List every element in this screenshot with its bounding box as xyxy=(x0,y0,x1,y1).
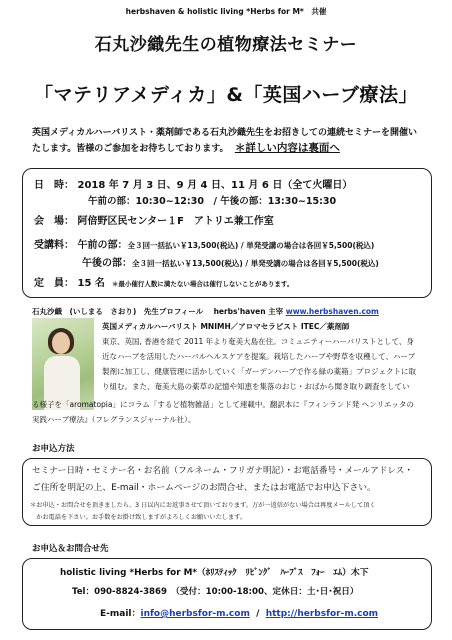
fee-am-row xyxy=(34,236,374,251)
bio-line-1: 英国メディカルハーバリスト MNIMH／アロマセラピスト ITEC／薬剤師 xyxy=(102,322,350,331)
fee-pm-value: 全３回一括払い￥13,500(税込) / 単発受講の場合は各回￥5,500(税込) xyxy=(132,259,379,268)
intro-line-2 xyxy=(32,141,430,157)
venue-label: 会 場： xyxy=(34,216,74,227)
capacity-row xyxy=(34,274,293,289)
times-row: 午前の部：10:30~12:30 / 午後の部：13:30~15:30 xyxy=(88,196,337,207)
profile-name: 石丸沙織 (いしまる さおり) 先生プロフィール xyxy=(32,307,204,316)
apply-note-1: ＊お申込・お問合せを頂きましたら、3 日以内にお返事させて頂いております。万が一返信がない場合は再度メールして頂く xyxy=(30,502,376,509)
herbshaven-link[interactable]: www.herbshaven.com xyxy=(285,307,379,316)
link-separator: / xyxy=(256,609,260,619)
fee-pm-row xyxy=(82,254,379,269)
apply-line-2: ご住所を明記の上、E-mail・ホームページのお問合せ、またはお電話でお申込下さい。 xyxy=(32,483,376,493)
date-label: 日 時： xyxy=(34,180,74,191)
bio-line-4: 製剤に加工し、健康管理に活かしていく「ガーデンハーブで作る緑の薬箱」プロジェクトに取 xyxy=(102,367,417,376)
capacity-label: 定 員： xyxy=(34,278,74,289)
profile-heading xyxy=(32,306,379,317)
intro-line-2-text: たします。皆様のご参加をお待ちしております。 xyxy=(32,144,229,154)
details-note: ＊詳しい内容は裏面へ xyxy=(234,142,340,154)
photo-face xyxy=(52,332,70,354)
capacity-note: ＊最小催行人数に満たない場合は催行しないことがあります。 xyxy=(111,280,294,288)
profile-host: herbs'haven 主宰 xyxy=(213,307,284,316)
email-label: E-mail： xyxy=(100,609,141,619)
page-title: 石丸沙織先生の植物療法セミナー xyxy=(94,35,358,55)
venue-row xyxy=(34,212,274,227)
bio-line-6: る様子を「aromatopia」にコラム「するど植物雑話」として連載中。翻訳本に『フィンランド発 ヘンリエッタの xyxy=(32,400,414,409)
contact-org: holistic living *Herbs for M*（ﾎﾘｽﾃｨｯｸ ﾘﾋﾞﾝｸﾞ ﾊｰﾌﾞｽ ﾌｫｰ ｴﾑ）木下 xyxy=(60,568,369,578)
apply-heading: お申込方法 xyxy=(32,444,75,454)
bio-line-2: 東京、英国, 香港を経て 2011 年より奄美大島在住。コミュニティーハーバリストとして、身 xyxy=(102,337,414,346)
fee-am-value: 全３回一括払い￥13,500(税込) / 単発受講の場合は各回￥5,500(税込) xyxy=(127,241,375,250)
website-link[interactable]: http://herbsfor-m.com xyxy=(265,609,379,619)
email-link[interactable]: info@herbsfor-m.com xyxy=(140,609,250,619)
capacity-value: 15 名 xyxy=(77,278,105,289)
page-subtitle: 「マテリアメディカ」&「英国ハーブ療法」 xyxy=(34,84,418,106)
bio-line-5: り組む。また、奄美大島の薬草の記憶や知恵を集落のおじ・おばから聞き取り調査をしてい xyxy=(102,382,410,391)
hosts-line: herbshaven & holistic living *Herbs for M* 共催 xyxy=(125,7,327,16)
fee-label: 受講料： xyxy=(34,240,74,251)
date-row xyxy=(34,176,352,191)
intro-text xyxy=(32,126,430,157)
intro-line-1: 英国メディカルハーバリスト・薬剤師である石丸沙織先生をお招きしての連続セミナーを開催い xyxy=(32,128,418,138)
venue-value: 阿倍野区民センター１F アトリエ兼工作室 xyxy=(77,216,274,227)
bio-line-3: 近なハーブを活用したハーバルヘルスケアを提案。栽培したハーブや野草を収穫して、ハーブ xyxy=(102,352,416,361)
bio-line-7: 実践ハーブ療法』（フレグランスジャーナル社）。 xyxy=(32,415,196,424)
apply-line-1: セミナー日時・セミナー名・お名前（フルネーム・フリガナ明記）・お電話番号・メールアドレス・ xyxy=(32,466,413,476)
date-value: 2018 年 7 月 3 日、9 月 4 日、11 月 6 日（全て火曜日） xyxy=(77,180,353,191)
contact-email-row xyxy=(100,606,378,619)
apply-note-2: かお電話を下さい。お手数をお掛け致しますがよろしくお願いいたします。 xyxy=(30,514,247,521)
fee-am-name: 午前の部： xyxy=(77,240,128,251)
contact-tel: Tel：090-8824-3869 （受付：10:00-18:00、定休日：土･日･祝日） xyxy=(72,587,359,597)
contact-heading: お申込＆お問合せ先 xyxy=(32,544,109,554)
fee-pm-name: 午後の部： xyxy=(82,258,132,269)
teacher-photo xyxy=(32,318,94,410)
